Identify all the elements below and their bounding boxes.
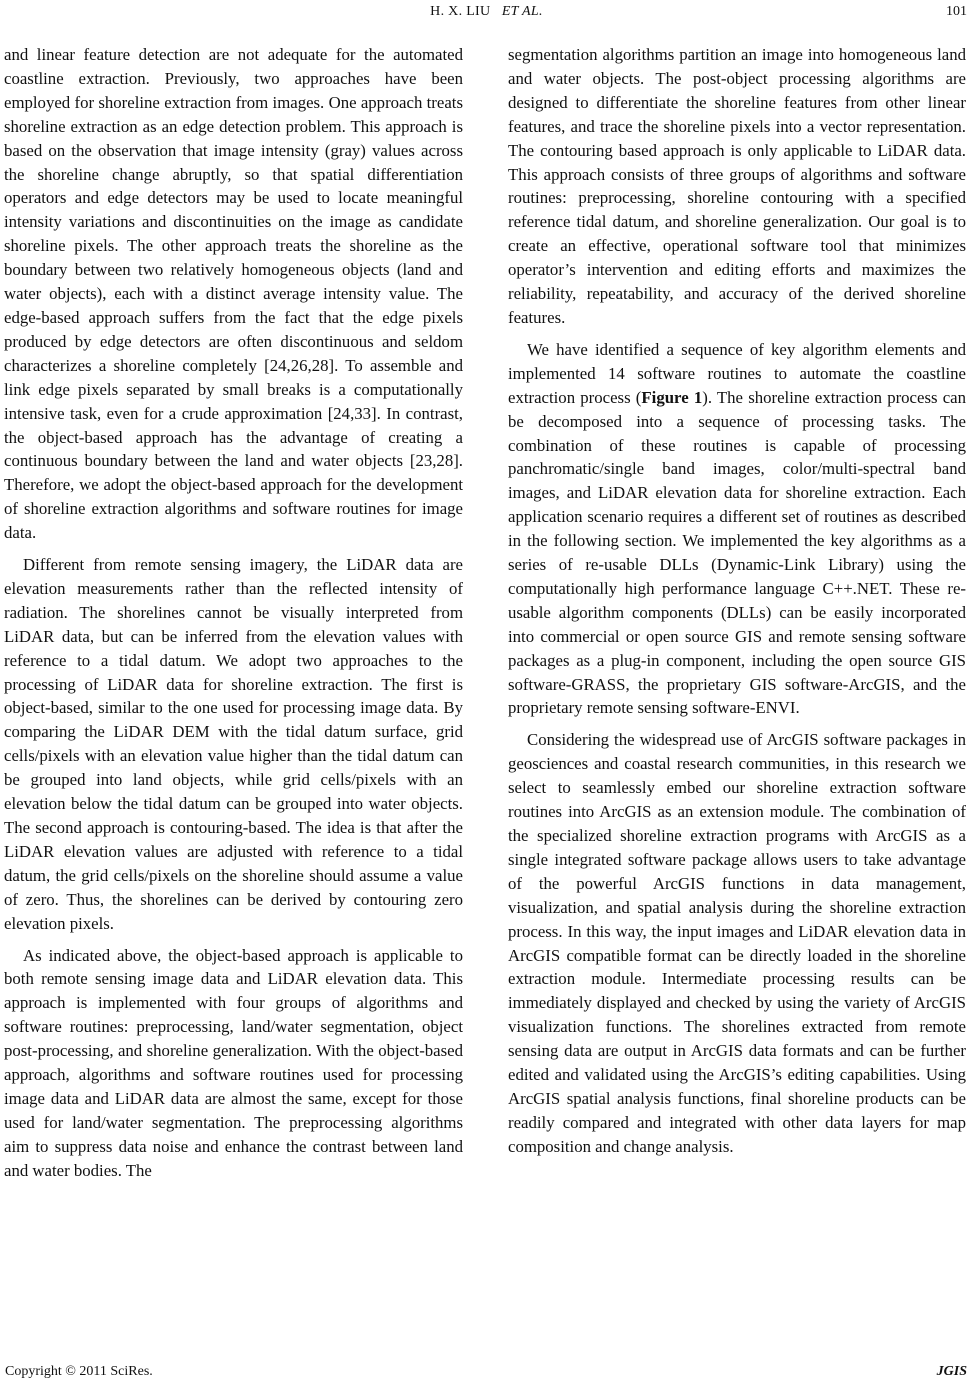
left-paragraph-2: Different from remote sensing imagery, the LiDAR data are elevation measurements rather than the reflected intensity of radiation. The shorelines cannot be visually interpreted from LiDAR data, but can be inferred from the elevation values with reference to a tidal datum. We adopt two approaches to the processing of LiDAR data for shoreline extraction. The first is object-based, similar to the one used for processing image data. By comparing the LiDAR DEM with the tidal datum surface, grid cells/pixels with an elevation value higher than the tidal datum can be grouped into land objects, while grid cells/pixels with an elevation below the tidal datum can be grouped into water objects. The second approach is contouring-based. The idea is that after the LiDAR elevation values are adjusted with reference to a tidal datum, the grid cells/pixels on the shoreline should assume a value of zero. Thus, the shorelines can be derived by contouring zero elevation pixels. [4,555,463,933]
authors-et-al: ET AL. [501,4,543,19]
right-paragraph-3: Considering the widespread use of ArcGIS software packages in geosciences and coastal research communities, in this research we select to seamlessly embed our shoreline extraction software routines into ArcGIS as an extension module. The combination of the specialized shoreline extraction programs with ArcGIS as a single integrated software package allows users to take advantage of the powerful ArcGIS functions in data management, visualization, and spatial analysis during the shoreline extraction process. In this way, the input images and LiDAR elevation data in ArcGIS compatible format can be directly loaded in the shoreline extraction module. Intermediate processing results can be immediately displayed and checked by using the variety of ArcGIS visualization functions. The shorelines extracted from remote sensing data are output in ArcGIS data formats and can be further edited and validated using the ArcGIS’s editing capabilities. Using ArcGIS spatial analysis functions, final shoreline products can be readily compared and integrated with other data layers for map composition and change analysis. [508,730,966,1156]
copyright-notice: Copyright © 2011 SciRes. [5,1364,153,1379]
right-paragraph-1: segmentation algorithms partition an image into homogeneous land and water objects. The post-object processing algorithms are designed to differentiate the shoreline features from other linear features, and trace the shoreline pixels into a vector representation. The contouring based approach is only applicable to LiDAR data. This approach consists of three groups of algorithms and software routines: preprocessing, shoreline contouring with a specified reference tidal datum, and shoreline generalization. Our goal is to create an effective, operational software tool that minimizes operator’s intervention and editing efforts and maximizes the reliability, repeatability, and accuracy of the derived shoreline features. [508,45,966,327]
running-header [0,2,973,24]
running-head-authors [0,4,973,20]
journal-name: JGIS [936,1364,967,1379]
left-column [4,43,463,1183]
right-paragraph-2 [508,338,966,721]
figure-1-reference[interactable]: Figure 1 [641,387,703,407]
right-paragraph-2-text-a: We have identified a sequence of key algorithm elements and implemented 14 software routines to automate the coastline extraction process ( [508,339,966,407]
authors-name: H. X. LIU [430,4,491,19]
left-paragraph-1: and linear feature detection are not adequate for the automated coastline extraction. Previously, two approaches have been employed for shoreline extraction from images. One approach treats shoreline extraction as an edge detection problem. This approach is based on the observation that image intensity (gray) values across the shoreline change abruptly, so that spatial differentiation operators and edge detectors may be used to locate meaningful intensity variations and discontinuities on the image as candidate shoreline pixels. The other approach treats the shoreline as the boundary between two relatively homogeneous objects (land and water objects), each with a distinct average intensity value. The edge-based approach suffers from the fact that the edge pixels produced by edge detectors are often discontinuous and seldom characterizes a shoreline completely [24,26,28]. To assemble and link edge pixels separated by small breaks is a computationally intensive task, even for a crude approximation [24,33]. In contrast, the object-based approach has the advantage of creating a continuous boundary between the land and water objects [23,28]. Therefore, we adopt the object-based approach for the development of shoreline extraction algorithms and software routines for image data. [4,45,463,543]
right-paragraph-2-text-b: ). The shoreline extraction process can be decomposed into a sequence of processing tasks. The combination of these routines is capable of processing panchromatic/single band images, color/multi-spectral band images, and LiDAR elevation data for shoreline extraction. Each application scenario requires a different set of routines as described in the following section. We implemented the key algorithms as a series of re-usable DLLs (Dynamic-Link Library) using the computationally high performance language C++.NET. These re-usable algorithm components (DLLs) can be easily incorporated into commercial or open source GIS and remote sensing software packages as a plug-in component, including the open source GIS software-GRASS, the proprietary GIS software-ArcGIS, and the proprietary remote sensing software-ENVI. [508,387,966,718]
right-column [508,43,966,1159]
page-number: 101 [946,4,967,19]
left-paragraph-3: As indicated above, the object-based approach is applicable to both remote sensing image data and LiDAR elevation data. This approach is implemented with four groups of algorithms and software routines: preprocessing, land/water segmentation, object post-processing, and shoreline generalization. With the object-based approach, algorithms and software routines used for processing image data and LiDAR data are almost the same, except for those used for land/water segmentation. The preprocessing algorithms aim to suppress data noise and enhance the contrast between land and water bodies. The [4,945,463,1180]
